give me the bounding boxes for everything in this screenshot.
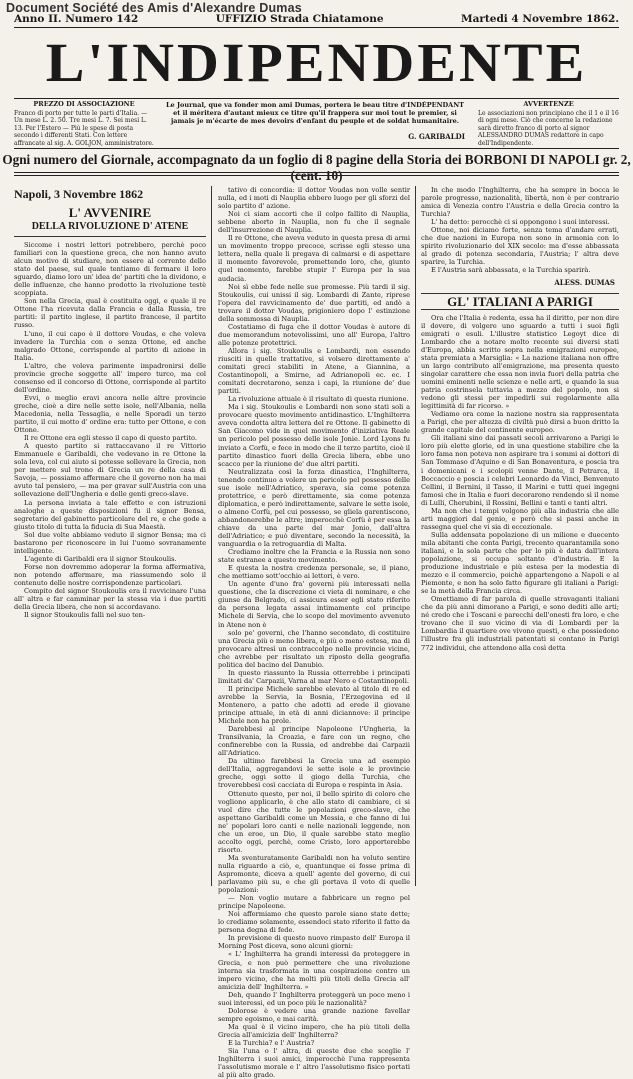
paragraph: E questa la nostra credenza personale, se, il piano, che mettiamo sott'occhio ai lettori, è vero. bbox=[218, 564, 410, 581]
article-subtitle: DELLA RIVOLUZIONE D' ATENE bbox=[14, 220, 206, 237]
paragraph: Ottenuto questo, per noi, il bello spirito di coloro che vogliono applicarlo, è che allo stato di cambiare, ci si vuol dire che tutte le popolazioni greco-slave, che aspettano Garibaldi come un Messia, e che fanno di lui ne' popolari loro canti e nelle nazionali leggende, non che un eroe, un Dio, il quale sarebbe stato meglio accolto oggi, perchè, come Cristo, loro apporterebbe risorto. bbox=[218, 789, 410, 854]
paragraph: « L' Inghilterra ha grandi interessi da proteggere in Grecia, e non può permettere che una rivoluzione interna sia trasformata in una cospirazione contro un impero vicino, che ha molti più titoli della Grecia all' amicizia dell' Inghilterra. » bbox=[218, 950, 410, 991]
paragraph: Siccome i nostri lettori potrebbero, perchè poco familiari con la questione greca, che non hanno avuto alcun motivo di studiare, non essere al corrente dello stato del paese, sul quale tentiamo di fermare il loro sguardo, diamo loro un' idea de' partiti che la dividono, e delle influenze, che hanno prodotto la rivoluzione testè scoppiata. bbox=[14, 241, 206, 298]
column-2-text bbox=[218, 186, 410, 1079]
paragraph: Crediamo inoltre che la Francia e la Russia non sono state estranee a questo movimento. bbox=[218, 548, 410, 565]
article-2-text bbox=[421, 314, 619, 652]
paragraph: Compito del signor Stoukoulis era il ravvicinare l'una all' altra e far camminar per la stessa via i due partiti della Grecia libera, che non si accordavano. bbox=[14, 587, 206, 612]
paragraph: Ma non che i tempi volgono più alla industria che alle arti maggiori dal genio, e però che si passi anche in rassegna quel che vi sia di eccezionale. bbox=[421, 506, 619, 531]
paragraph: Da ultimo farebbesi la Grecia una ad esempio dell'Italia, aggregandovi le sette isole e le provincie greche, oggi sotto il giogo della Turchia, che troverebbesi così cacciata di Europa e respinta in Asia. bbox=[218, 757, 410, 790]
paragraph: Ottone, noi diciamo forte, senza tema d'andare errati, che due nazioni in Europa non sono in armonia con lo spirito rivoluzionario del XIX secolo: ma d'esse abbassata al grado di potenza secondaria, l'Austria; l' altra deve sparire, la Turchia. bbox=[421, 226, 619, 267]
paragraph: In che modo l'Inghilterra, che ha sempre in bocca le parole progresso, nazionalità, libertà, non è per contrario amica di Venezia contro l'Austria e della Grecia contro la Turchia? bbox=[421, 186, 619, 219]
paragraph: Neutralizzata così la forza dinastica, l'Inghilterra, tenendo continuo a volere un pericolo pel possesso delle sue isole nell'Adriatico, sperava, sia come potenza protettrice, e però direttamente, sia come potenza diplomatica, e però indirettamente, salvare le sette isole, o almeno Corfù, pel cui possesso, se gliela garentiscono, abbandonerebbe le altre; imperocchè Corfù è per essa la chiave da una parte del mar Jonio, dall'altra dell'Adriatico; e può diventare, secondo la necessità, la vanguardia o la retroguardia di Malta. bbox=[218, 467, 410, 549]
column-1 bbox=[14, 186, 206, 886]
masthead-title: L'INDIPENDENTE bbox=[45, 31, 588, 94]
paragraph: Allora i sig. Stoukoulis e Lombardi, non essendo riusciti in quelle trattative, si volsero direttamente a' comitati greci stabiliti in Atene, a Giannina, a Costantinopoli, a Smirne, ad Adrianopoli ec. ec. I comitati decretarono, senza i capi, la riunione de' due partiti. bbox=[218, 346, 410, 396]
paragraph: Il re Ottone era egli stesso il capo di questo partito. bbox=[24, 434, 197, 443]
paragraph: Dolorose è vedere una grande nazione favellar sempre egoismo, e mai carità. bbox=[218, 1006, 410, 1023]
prices-heading: PREZZO DI ASSOCIAZIONE bbox=[33, 100, 135, 108]
paragraph: E la Turchia? e l' Austria? bbox=[228, 1038, 315, 1047]
paragraph: In questo riassunto la Russia otterrebbe i principati limitati da' Carpazii, Varna al mar Nero e Costantinopoli. bbox=[218, 668, 410, 685]
paragraph: Ma qual è il vicino impero, che ha più titoli della Grecia all'amicizia dell' Inghilterra? bbox=[218, 1022, 410, 1039]
column-2 bbox=[218, 186, 410, 1079]
paragraph: La persona inviata a tale effetto e con istruzioni analoghe a queste disposizioni fu il signor Bensa, segretario del gabinetto particolare del re, e che gode a giusto titolo di tutta la fiducia di Sua Maestà. bbox=[14, 498, 206, 531]
paragraph: Noi sì ebbe fede nelle sue promesse. Più tardi il sig. Stoukoulis, cui unissi il sig. Lombardi di Zante, riprese l'opera del ravvicinamento de' due partiti, ed andò a trovare il dottor Voudas, prigioniero dopo l' estinzione della sommossa di Nauplia. bbox=[218, 282, 410, 323]
section-rule-top bbox=[14, 148, 619, 149]
paragraph: A questo partito si rattaccavano il re Vittorio Emmanuele e Garibaldi, che vedevano in re Ottone la sola leva, col cui aiuto si potesse sollevare la Grecia, non per mettere sul trono di Grecia un re della casa di Savoja, — possiamo affermare che il governo non ha mai avuto tal pensiero, — ma per gravar sull'Austria con una sollevazione dell'Ungheria e delle genti greco-slave. bbox=[14, 442, 206, 499]
section-rule-double bbox=[14, 175, 619, 176]
paragraph: Il signor Stoukoulis falli nel suo ten- bbox=[24, 611, 146, 620]
column-divider-2 bbox=[415, 186, 416, 886]
paragraph: In previsione di questo nuovo rimpasto dell' Europa il Morning Post diceva, sono alcuni giorni: bbox=[218, 934, 410, 951]
subscription-prices bbox=[14, 101, 154, 148]
notices-text: Le associazioni non principiano che il 1 e il 16 di ogni mese. Ciò che concerne la redazione sarà diretto franco di porto al signor ALESSANDRO DUMAS redattore in capo dell'Indipendente. bbox=[478, 109, 619, 147]
paragraph: Ma i sig. Stoukoulis e Lombardi non sono stati soli a provocare questo movimento antidinastico. L'Inghilterra aveva condotta altra lettera del re Ottone. Il gabinetto di San Giacomo vide in quel movimento d'iniziativa Reale un pericolo pel possesso delle isole Jonie. Lord Lyons fu inviato a Corfù, e fece in modo che il terzo partito, cioè il partito dinastico fuori della Grecia libera, ebbe uno scacco per la riunione de' due altri partiti. bbox=[218, 403, 410, 468]
article-2-title: GL' ITALIANI A PARIGI bbox=[421, 293, 619, 310]
issue-date: Martedi 4 Novembre 1862. bbox=[460, 13, 619, 25]
paragraph: Sol due volte abbiamo veduto il signor Bensa; ma ci bastarono per riconoscere in lui l'uomo sovranamente intelligente. bbox=[14, 530, 206, 555]
issue-header bbox=[14, 13, 619, 25]
paragraph: L'altro, che voleva parimente impadronirsi delle provincie greche soggette all' impero turco, ma col consenso ed il concorso di Ottone, corrisponde al partito dell'ordine. bbox=[14, 361, 206, 394]
paragraph: L'uno, il cui capo è il dottore Voudas, e che voleva invadere la Turchia con o senza Ottone, ed anche malgrado Ottone, corrisponde al partito di azione in Italia. bbox=[14, 329, 206, 362]
paragraph: L' ha detto: perocchè ci si oppongono i suoi interessi. bbox=[431, 218, 610, 227]
paragraph: solo pe' governi, che l'hanno secondato, di costituire una Grecia più o meno libera, e più o meno estesa, ma di provocare altresì un contraccolpo nelle provincie vicine, che avrebbe per risultato un riposto della geografia politica del bacino del Danubio. bbox=[218, 628, 410, 669]
paragraph: Un agente d'uno fra' governi più interessati nella questione, che la discrezione ci vieta di nominare, e che giunse da Belgrado, ci assicura esser egli stato riferito da persona legata assai intimamente col principe Michele di Servia, che lo scopo del movimento avvenuto in Atene non è bbox=[218, 580, 410, 629]
paragraph: Ma sventuratamente Garibaldi non ha voluto sentire nulla riguardo a ciò, e, quantunque ei fosse prima di Aspromonte, diceva a quell' agente del governo, di cui parlavamo più su, e che gli portava il voto di quelle popolazioni: bbox=[218, 853, 410, 895]
watermark-caption: Document Société des Amis d'Alexandre Dumas bbox=[6, 1, 302, 15]
paragraph: Deh, quando l' Inghilterra proteggerà un poco meno i suoi interessi, ed un poco più le nazionalità? bbox=[218, 990, 410, 1007]
paragraph: Forse non dovremmo adoperar la forma affermativa, non potendo affermare, ma riassumendo solo il contenuto delle nostre corrispondenze particolari. bbox=[14, 562, 206, 587]
article-title: L' AVVENIRE bbox=[68, 205, 152, 220]
masthead-rule bbox=[14, 98, 619, 99]
column-3 bbox=[421, 186, 619, 886]
paragraph: tativo di concordia: il dottor Voudas non volle sentir nulla, ed i moti di Nauplia ebbero luogo per gli sforzi del solo partito d' azione. bbox=[218, 186, 410, 211]
paragraph: Il re Ottone, che aveva veduto in questa presa di armi un movimento troppo precoce, scrisse egli stesso una lettera, nella quale li pregava di calmarsi e di aspettare il momento favorevole, promettendo loro, che, giunto quel momento, farebbe stupir l' Europa per la sua audacia. bbox=[218, 234, 410, 283]
paragraph: La rivoluzione attuale è il risultato di questa riunione. bbox=[228, 395, 409, 404]
paragraph: Noi ci siam accorti che il colpo fallito di Nauplia, sebbene aborto in Nauplia, non fu che il segnale dell'insurrezione di Nauplia. bbox=[218, 210, 410, 235]
article-dateline: Napoli, 3 Novembre 1862 bbox=[14, 187, 144, 201]
office-address: UFFIZIO Strada Chiatamone bbox=[215, 13, 384, 25]
paragraph: L'agente di Garibaldi era il signor Stoukoulis. bbox=[24, 554, 177, 563]
column-divider-1 bbox=[211, 186, 212, 886]
notices-heading: AVVERTENZE bbox=[523, 100, 574, 108]
paragraph: Omettiamo di far parola di quelle stravaganti italiani che da più anni dimorano a Parigi, e sono dediti alle arti; né credo che i Toscani e parecchi dell'onesti fra loro, e che trovano che il suo vicino di via di Lombardi per la Lombardia il quartiere ove vivono questi, e che possiedono l'illustre fra gli industriali patentati si contano in Parigi 772 individui, che attendono alla così detta bbox=[421, 595, 619, 652]
paragraph: Il principe Michele sarebbe elevato al titolo di re ed avrebbe la Servia, la Bosnia, l'Erzegovina ed il Montenero, a patto che adotti ad erede il giovane principe attuale, in età di anni diciannove: il principe Michele non ha prole. bbox=[218, 684, 410, 726]
paragraph: Son nella Grecia, qual è costituita oggi, e quale il re Ottone l'ha ricevuta dalla Francia e dalla Russia, tre partiti: il partito inglese, il partito francese, il partito russo. bbox=[14, 297, 206, 330]
paragraph: Noi affermiamo che questo parole siano state dette; lo crediamo solamente, essendoci stato riferito il fatto da persona degna di fede. bbox=[218, 910, 410, 935]
header-rule bbox=[14, 27, 619, 28]
column-3-text bbox=[421, 186, 619, 275]
paragraph: Evvi, o meglio eravi ancora nelle altre provincie greche, cioè a dire nelle sette isole, nell'Albania, nella Macedonia, nella Tessaglia, e nelle Sporadi un terzo partito, il cui motto d' ordine era: tutto per Ottone, e con Ottone. bbox=[14, 393, 206, 435]
paragraph: Sia l'una o l' altra, di queste due che sceglie l' Inghilterra i suoi amici, imperocchè l'una rappresenta l'assolutismo morale e l' altro l'assolutismo fisico portati al più alto grado. bbox=[218, 1047, 410, 1079]
notices bbox=[478, 101, 619, 148]
garibaldi-motto bbox=[165, 101, 465, 141]
article-signature: ALESS. DUMAS bbox=[554, 277, 615, 287]
issue-number: Anno II. Numero 142 bbox=[14, 13, 139, 25]
motto-text: Le Journal, que va fonder mon ami Dumas, portera le beau titre d'INDÉPENDANT et il méritera d'autant mieux ce titre qu'il frappera sur moi tout le premier, si jamais je m'écarte de mes devoirs d'enfant du peuple et de soldat humanitaire. bbox=[165, 101, 464, 125]
prices-text: Franco di porto per tutte le parti d'Italia. — Un mese L. 2. 50. Tre mesi L. 7. Sei mesi L. 13. Per l'Estero — Più le spese di posta secondo i differenti Stati. Con lettere affrancate al sig. A. GOLJON, amministratore. bbox=[14, 109, 154, 147]
paragraph: — Non voglio mutare a fabbricare un regno pel principe Napoleone. bbox=[218, 894, 410, 911]
paragraph: Costatiamo di fuga che il dottor Voudas è autore di due memorandum notevolissimi, uno all' Europa, l'altro alle potenze protettrici. bbox=[218, 322, 410, 347]
paragraph: E l'Austria sarà abbassata, e la Turchia sparirà. bbox=[431, 266, 591, 275]
paragraph: Gli italiani sino dai passati secoli arrivarono a Parigi le loro più elette glorie, ed in una questione stabilire che la loro fama non poteva non aspirare tra i sommi ai dottori di San Tommaso d'Aquino e di San Bonaventura, e poscia tra i domenicani e i scolopii venne Dante, il Petrarca, il Boccaccio e poscia i celebri Leonardo da Vinci, Benvenuto Cellini, il Bernini, il Tasso, il Marini e tutti quei ingegni famosi che in Italia e fuori decorarono rendendo sì il nome di Lulli, Cherubini, il Rossini, Bellini e tanti e tanti altri. bbox=[421, 434, 619, 507]
column-1-text bbox=[14, 241, 206, 619]
supplement-notice: Ogni numero del Giornale, accompagnato da un foglio di 8 pagine della Storia dei BORBONI DI NAPOLI gr. 2, (cent. 10) bbox=[2, 152, 631, 183]
motto-signature: G. GARIBALDI bbox=[408, 132, 465, 141]
paragraph: Vediamo ora come la nazione nostra sia rappresentata a Parigi, che per altezza di civiltà può dirsi a buon dritto la grande capitale del continente europeo. bbox=[421, 410, 619, 435]
paragraph: Darebbesi al principe Napoleone l'Ungheria, la Transilvania, la Croazia, e fare con un regno, che confinerebbe con la Russia, ed andrebbe dai Carpazii all'Adriatico. bbox=[218, 725, 410, 758]
section-rule-bottom bbox=[14, 172, 619, 173]
paragraph: Sulla addensata popolazione di un milione e duecento mila abitanti che conta Parigi, trecento quarantamila sono italiani, e la sola parte che per lo più è data dall'intera popolazione, si occupa soltanto d'industria. E la produzione industriale e più estesa per la modestia di mezzo e il commercio, poichè appartengono a Napoli e al Piemonte, e non ha solo fatto figurare gli italiani a Parigi: se la metà della Francia circa. bbox=[421, 530, 619, 596]
paragraph: Ora che l'Italia è redenta, essa ha il diritto, per non dire il dovere, di volgere uno sguardo a tutti i suoi figli emigrati o esuli. L'illustre statistico Legoyt dice di Lombardo che a notare molto recente sui diversi stati d'Europa, abbia scritto sopra nella emigrazioni europee, stata premiata a Marsiglia: « La nazione italiana non offre un largo contributo all'emigrazione, ma presenta questo singolar carattere che essa non invia fuori della patria che uomini eminenti nelle scienze e nelle arti, e quando la sua patria costrinsela tuttavia a mezzo del popolo, non si vedono gli stessi per impedirli sui regolarmente alla legittimità di far ricorso. » bbox=[421, 313, 619, 411]
